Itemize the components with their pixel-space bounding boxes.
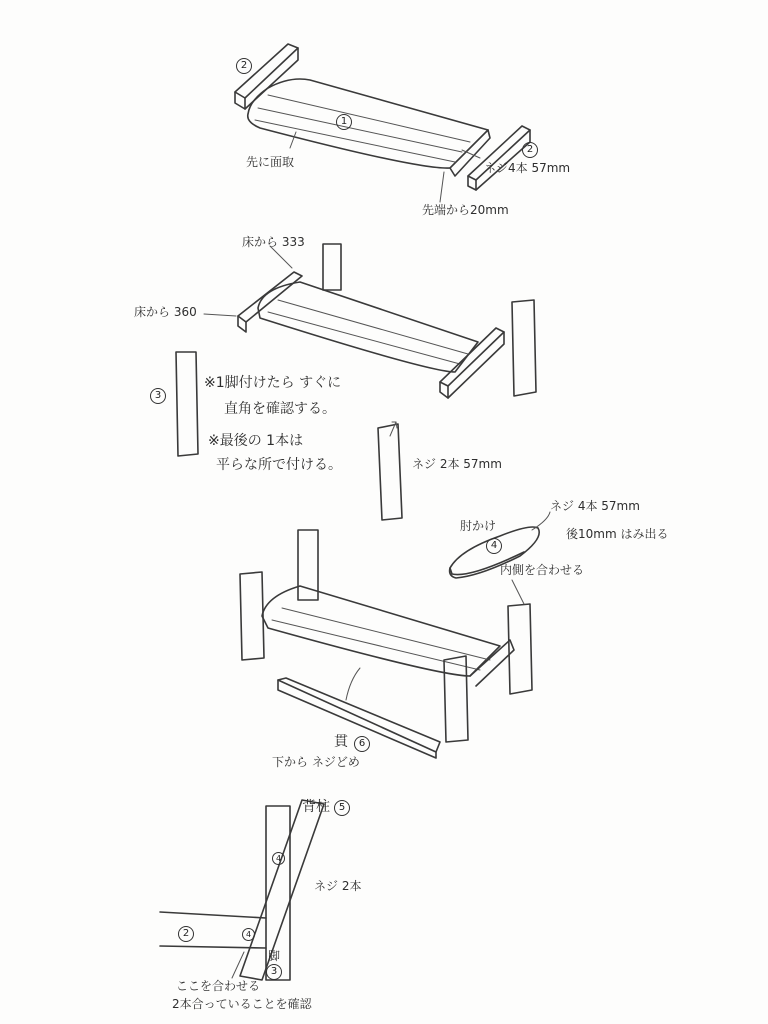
step3-group xyxy=(240,512,550,758)
screw-note: ネジ4本 57mm xyxy=(484,161,571,175)
rail-arrow xyxy=(346,668,360,700)
step1-group xyxy=(235,44,530,202)
note-line-1: ※1脚付けたら すぐに xyxy=(204,375,342,391)
leg-label: 脚 xyxy=(268,949,281,963)
screw-mark-b: 4 xyxy=(242,928,255,941)
step2-leg-right xyxy=(512,300,536,396)
rail-screw-note: 下から ネジどめ xyxy=(272,755,360,769)
part-number-2: 2 xyxy=(522,142,538,158)
floor333-leader xyxy=(270,246,292,268)
step4-backpost xyxy=(240,800,324,980)
floor360-leader xyxy=(204,314,236,316)
screw-mark-a: 4 xyxy=(272,852,285,865)
align-note: ここを合わせる xyxy=(176,979,261,993)
chamfer-leader xyxy=(290,132,296,148)
part-number-1: 1 xyxy=(336,114,352,130)
part-number-4: 4 xyxy=(486,538,502,554)
part-number-3: 3 xyxy=(266,964,282,980)
screw-note: ネジ 2本 xyxy=(314,879,362,893)
confirm-note: 2本合っていることを確認 xyxy=(172,997,312,1011)
note-line-3: ※最後の 1本は xyxy=(208,433,304,449)
chamfer-note: 先に面取 xyxy=(246,155,295,169)
inner-leader xyxy=(512,580,524,604)
align-leader xyxy=(232,952,244,978)
step3-front-leg-left xyxy=(240,572,264,660)
note-line-4: 平らな所で付ける。 xyxy=(216,457,342,473)
rail-label: 貫 xyxy=(334,734,348,750)
step3-seat xyxy=(262,586,514,686)
step2-rear-leg xyxy=(323,244,341,290)
part-number-6: 6 xyxy=(354,736,370,752)
floor-333-note: 床から 333 xyxy=(242,235,305,249)
step1-side-piece-left xyxy=(235,44,298,109)
screw-note: ネジ 4本 57mm xyxy=(550,499,640,513)
backpost-label: 背柱 xyxy=(302,799,330,815)
step3-rear-leg-right xyxy=(508,604,532,694)
step3-front-leg-right xyxy=(444,656,468,742)
step3-rear-leg-left xyxy=(298,530,318,600)
step2-leg-bottom xyxy=(378,424,402,520)
part-number-3: 3 xyxy=(150,388,166,404)
protrude-note: 後10mm はみ出る xyxy=(566,527,669,541)
part-number-2: 2 xyxy=(236,58,252,74)
armrest-label: 肘かけ xyxy=(460,519,497,533)
floor-360-note: 床から 360 xyxy=(134,305,197,319)
screw-note: ネジ 2本 57mm xyxy=(412,457,502,471)
part-number-2: 2 xyxy=(178,926,194,942)
step4-group xyxy=(160,800,324,980)
step2-leg-loose xyxy=(176,352,198,456)
note-line-2: 直角を確認する。 xyxy=(224,401,336,417)
edge-leader xyxy=(440,172,444,202)
step1-side-piece-right xyxy=(468,126,530,190)
part-number-5: 5 xyxy=(334,800,350,816)
inner-align-note: 内側を合わせる xyxy=(500,563,585,577)
edge-note: 先端から20mm xyxy=(422,203,509,217)
